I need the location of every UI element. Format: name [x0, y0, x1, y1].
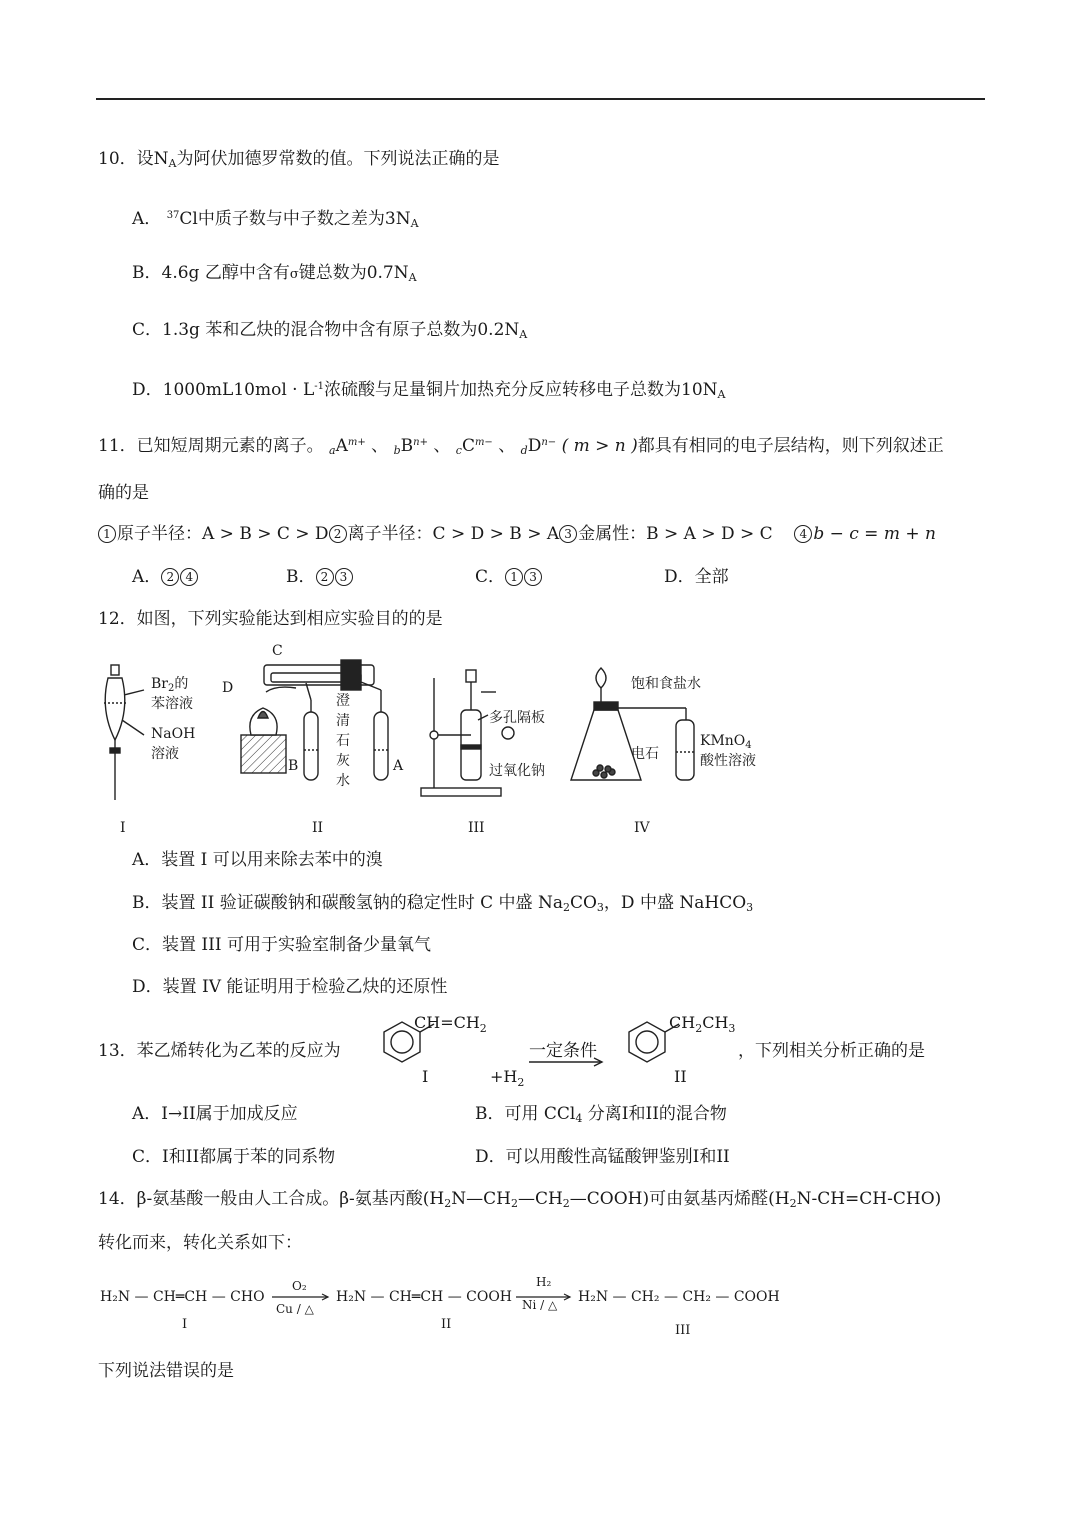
- q13-reaction-scheme: [364, 1010, 744, 1090]
- fig-label-a: A: [393, 758, 404, 774]
- fig-label-lime-3: 石: [336, 733, 350, 749]
- q13-condition: 一定条件: [529, 1041, 597, 1061]
- q13-stem-suffix: ，下列相关分析正确的是: [738, 1041, 925, 1061]
- q11-statements: 1 原子半径：A > B > C > D 2 离子半径：C > D > B > A 3 金属性：B > A > D > C 4 b − c = m + n: [98, 523, 936, 545]
- q14-reagent-2: H₂: [536, 1275, 552, 1289]
- fig-label-lime-2: 清: [336, 713, 350, 729]
- q13-h2: $+H_2$: [490, 1067, 525, 1089]
- q10-stem: 10．设$N_A$为阿伏加德罗常数的值。下列说法正确的是: [98, 149, 500, 170]
- q13-substituent-i: $CH=CH_2$: [414, 1013, 487, 1035]
- q11-stem-line2: 确的是: [98, 483, 149, 503]
- fig-label-br2: $Br_2$的: [151, 676, 189, 694]
- fig-label-naoh-sol: 溶液: [151, 746, 179, 762]
- header-rule: [96, 98, 985, 100]
- q10-option-c: C．1.3g 苯和乙炔的混合物中含有原子总数为$0.2N_A$: [132, 320, 528, 341]
- fig-caption-iv: IV: [634, 820, 650, 836]
- fig-label-naoh: NaOH: [151, 726, 196, 742]
- q12-apparatus-figure: [96, 640, 796, 840]
- fig-label-lime-4: 灰: [336, 753, 350, 769]
- q14-compound-ii: H₂N — CH═CH — COOH: [336, 1289, 513, 1305]
- q12-option-d: D．装置 IV 能证明用于检验乙炔的还原性: [132, 977, 448, 997]
- q12-option-c: C．装置 III 可用于实验室制备少量氧气: [132, 935, 431, 955]
- q13-label-ii: II: [674, 1067, 687, 1086]
- fig-label-carbide: 电石: [631, 746, 659, 762]
- q11-stem: 11．已知短周期元素的离子。 $_aA^{m+}$ 、 $_bB^{n+}$ 、 $_cC^{m-}$ 、 $_dD^{n-}$ ( m > n )都具有相同的电子层结构，则下列叙述正: [98, 436, 944, 457]
- q14-stem-line1: 14．β-氨基酸一般由人工合成。β-氨基丙酸$(H_2N—CH_2—CH_2—COOH)$可由氨基丙烯醛$(H_2N-CH=CH-CHO)$: [98, 1189, 942, 1210]
- fig-label-lime-1: 澄: [336, 693, 350, 709]
- q14-conversion-scheme: [96, 1268, 796, 1338]
- q13-label-i: I: [422, 1067, 429, 1086]
- fig-label-peroxide: 过氧化钠: [489, 763, 545, 779]
- q12-option-b: B．装置 II 验证碳酸钠和碳酸氢钠的稳定性时 C 中盛 $Na_2CO_3$，D 中盛 NaHCO$_3$: [132, 893, 754, 914]
- q14-label-i: I: [182, 1317, 188, 1332]
- q13-option-a: A．I→II属于加成反应: [132, 1104, 298, 1124]
- q14-stem-line2: 转化而来，转化关系如下：: [98, 1233, 302, 1253]
- q11-option-c: C． 1 3: [475, 566, 543, 588]
- q10-option-d: D．$1000mL10mol \cdot L^{-1}$浓硫酸与足量铜片加热充分反应转移电子总数为$10N_A$: [132, 380, 726, 401]
- q11-option-b: B． 2 3: [286, 566, 354, 588]
- fig-label-porous: 多孔隔板: [489, 710, 545, 726]
- fig-caption-i: I: [120, 820, 126, 836]
- q14-condition-2: Ni / △: [522, 1298, 558, 1312]
- q14-compound-i: H₂N — CH═CH — CHO: [100, 1289, 265, 1305]
- q13-substituent-ii: $CH_2CH_3$: [669, 1013, 736, 1035]
- fig-label-benzene: 苯溶液: [151, 696, 193, 712]
- fig-label-brine: 饱和食盐水: [631, 676, 701, 692]
- q10-option-b: B．4.6g 乙醇中含有σ键总数为$0.7N_A$: [132, 263, 417, 284]
- fig-label-kmno4: KMnO$_4$: [700, 733, 752, 751]
- q11-option-a: A． 2 4: [132, 566, 199, 588]
- q14-final-prompt: 下列说法错误的是: [98, 1361, 234, 1381]
- q12-option-a: A．装置 I 可以用来除去苯中的溴: [132, 850, 383, 870]
- benzene-ring-ii: [629, 1022, 665, 1062]
- q12-stem: 12．如图，下列实验能达到相应实验目的的是: [98, 609, 443, 629]
- q13-option-b: B．可用 CCl$_4$ 分离I和II的混合物: [475, 1104, 727, 1125]
- q14-reagent-1: O₂: [292, 1279, 307, 1293]
- fig-label-acid: 酸性溶液: [700, 753, 756, 769]
- q13-option-c: C．I和II都属于苯的同系物: [132, 1147, 336, 1167]
- q10-option-a: A． $^{37}$Cl中质子数与中子数之差为$3N_A$: [132, 209, 419, 230]
- fig-label-b: B: [288, 758, 299, 774]
- apparatus-i-separatory-funnel: [104, 665, 144, 800]
- q11-option-d: D．全部: [664, 567, 729, 587]
- fig-caption-ii: II: [312, 820, 324, 836]
- q14-label-iii: III: [675, 1323, 691, 1338]
- q14-compound-iii: H₂N — CH₂ — CH₂ — COOH: [578, 1289, 780, 1305]
- q13-stem-prefix: 13．苯乙烯转化为乙苯的反应为: [98, 1041, 341, 1061]
- fig-label-d: D: [222, 680, 234, 696]
- fig-caption-iii: III: [468, 820, 485, 836]
- q14-label-ii: II: [441, 1317, 452, 1332]
- fig-label-c: C: [272, 643, 283, 659]
- fig-label-lime-5: 水: [336, 773, 350, 789]
- apparatus-ii-heating: [241, 660, 388, 780]
- q13-option-d: D．可以用酸性高锰酸钾鉴别I和II: [475, 1147, 730, 1167]
- q14-condition-1: Cu / △: [276, 1302, 314, 1316]
